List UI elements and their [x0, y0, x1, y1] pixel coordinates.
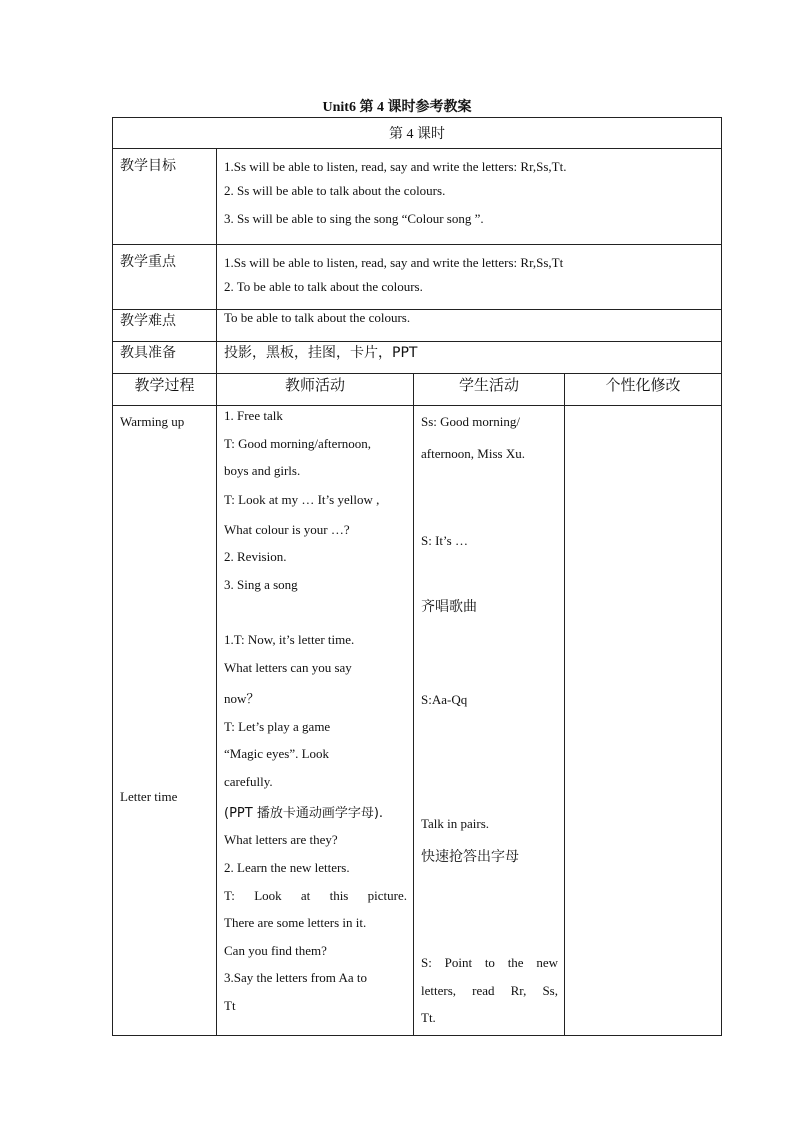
goal-line: 2. Ss will be able to talk about the colours.: [224, 183, 446, 198]
key-point-line: 1.Ss will be able to listen, read, say and write the letters: Rr,Ss,Tt: [224, 255, 564, 270]
teacher-line: boys and girls.: [224, 463, 301, 478]
student-line: Talk in pairs.: [421, 816, 490, 831]
goals-content: [217, 149, 722, 245]
teacher-line: carefully.: [224, 774, 273, 789]
teacher-line: T: Let’s play a game: [224, 719, 331, 734]
goal-line: 1.Ss will be able to listen, read, say and write the letters: Rr,Ss,Tt.: [224, 159, 567, 174]
stage-letter-time: Letter time: [120, 789, 178, 804]
teacher-line: (PPT 播放卡通动画学字母).: [224, 806, 384, 821]
student-line: afternoon, Miss Xu.: [421, 446, 525, 461]
student-line: 快速抢答出字母: [421, 849, 519, 865]
teacher-line: 2. Learn the new letters.: [224, 860, 350, 875]
teacher-activity-cell: [217, 406, 414, 1036]
column-header-teacher: 教师活动: [217, 374, 414, 406]
teacher-line: 1. Free talk: [224, 408, 283, 423]
document-title: Unit6 第 4 课时参考教案: [322, 100, 472, 115]
teacher-line: T: Look at this picture.: [224, 888, 407, 903]
key-point-line: 2. To be able to talk about the colours.: [224, 279, 423, 294]
tools-label: 教具准备: [113, 342, 217, 374]
student-line: S:Aa-Qq: [421, 692, 468, 707]
goals-label: 教学目标: [113, 149, 217, 245]
teacher-line: 1.T: Now, it’s letter time.: [224, 632, 355, 647]
difficulty-content: To be able to talk about the colours.: [217, 310, 722, 342]
personalized-notes-cell: [565, 406, 722, 1036]
student-line: S: It’s …: [421, 533, 468, 548]
teacher-line: What colour is your …?: [224, 522, 350, 537]
teacher-line: 3. Sing a song: [224, 577, 298, 592]
difficulty-label: 教学难点: [113, 310, 217, 342]
key-points-label: 教学重点: [113, 245, 217, 310]
teacher-line: There are some letters in it.: [224, 915, 367, 930]
student-activity-cell: [414, 406, 565, 1036]
teacher-line: What letters are they?: [224, 832, 338, 847]
student-line: letters, read Rr, Ss,: [421, 983, 558, 998]
student-line: Tt.: [421, 1010, 436, 1025]
lesson-plan-table: [112, 117, 722, 1036]
goal-line: 3. Ss will be able to sing the song “Colour song ”.: [224, 211, 484, 226]
teacher-line: What letters can you say: [224, 660, 352, 675]
teacher-line: now？: [224, 691, 260, 706]
key-points-content: [217, 245, 722, 310]
student-line: S: Point to the new: [421, 955, 558, 970]
teacher-line: 2. Revision.: [224, 549, 287, 564]
student-line: 齐唱歌曲: [421, 599, 477, 615]
column-header-notes: 个性化修改: [565, 374, 722, 406]
column-header-student: 学生活动: [414, 374, 565, 406]
teacher-line: Can you find them?: [224, 943, 327, 958]
teacher-line: “Magic eyes”. Look: [224, 746, 330, 761]
tools-content: 投影，黑板，挂图，卡片，PPT: [217, 342, 722, 374]
teacher-line: T: Look at my … It’s yellow ,: [224, 492, 380, 507]
process-stage-cell: [113, 406, 217, 1036]
teacher-line: T: Good morning/afternoon,: [224, 436, 372, 451]
teacher-line: Tt: [224, 998, 236, 1013]
stage-warming-up: Warming up: [120, 414, 185, 429]
teacher-line: 3.Say the letters from Aa to: [224, 970, 367, 985]
column-header-process: 教学过程: [113, 374, 217, 406]
lesson-header: 第 4 课时: [113, 118, 722, 149]
student-line: Ss: Good morning/: [421, 414, 520, 429]
